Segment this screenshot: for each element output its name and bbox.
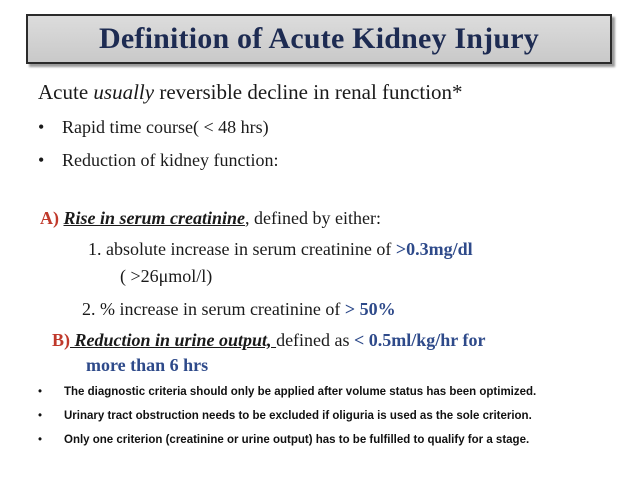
footnote-text: Urinary tract obstruction needs to be excluded if oliguria is used as the sole criterion. bbox=[64, 410, 532, 422]
criterion-a1-value: >0.3mg/dl bbox=[395, 239, 473, 259]
criterion-a-heading: Rise in serum creatinine bbox=[63, 208, 246, 228]
footnote-item bbox=[38, 434, 529, 446]
bullet-symbol: • bbox=[38, 410, 43, 422]
criterion-a-label: A) bbox=[40, 208, 59, 228]
criterion-b-heading: Reduction in urine output, bbox=[70, 330, 277, 350]
bullet-symbol: • bbox=[38, 434, 43, 446]
criterion-b-value: < 0.5ml/kg/hr for bbox=[354, 330, 486, 350]
criterion-a2-text: 2. % increase in serum creatinine of bbox=[82, 299, 345, 319]
bullet-item bbox=[38, 117, 269, 138]
criterion-b bbox=[52, 330, 485, 351]
title-box bbox=[26, 14, 612, 64]
footnote-text: The diagnostic criteria should only be applied after volume status has been optimized. bbox=[64, 386, 537, 398]
intro-emphasis: usually bbox=[93, 80, 155, 104]
intro-text-start: Acute bbox=[38, 80, 94, 104]
criterion-a1-text: 1. absolute increase in serum creatinine of bbox=[88, 239, 396, 259]
criterion-a2-value: > 50% bbox=[344, 299, 396, 319]
footnote-text: Only one criterion (creatinine or urine output) has to be fulfilled to qualify for a stage. bbox=[64, 434, 530, 446]
criterion-a2 bbox=[82, 299, 396, 320]
footnote-item bbox=[38, 386, 536, 398]
footnote-item bbox=[38, 410, 532, 422]
bullet-text: Reduction of kidney function: bbox=[62, 150, 279, 170]
slide-title: Definition of Acute Kidney Injury bbox=[99, 22, 539, 55]
criterion-b-suffix: defined as bbox=[276, 330, 355, 350]
criterion-a1 bbox=[88, 239, 473, 260]
criterion-b-label: B) bbox=[52, 330, 70, 350]
criterion-a-suffix: , defined by either: bbox=[245, 208, 381, 228]
bullet-item bbox=[38, 150, 278, 171]
criterion-b-value-continued: more than 6 hrs bbox=[86, 355, 209, 375]
bullet-symbol: • bbox=[38, 117, 45, 137]
bullet-text: Rapid time course( < 48 hrs) bbox=[62, 117, 269, 137]
bullet-symbol: • bbox=[38, 386, 43, 398]
intro-text-end: reversible decline in renal function* bbox=[154, 80, 463, 104]
criterion-a1-alt: ( >26μmol/l) bbox=[120, 266, 213, 286]
bullet-symbol: • bbox=[38, 150, 45, 170]
intro-line bbox=[38, 80, 463, 105]
criterion-a bbox=[40, 208, 381, 229]
